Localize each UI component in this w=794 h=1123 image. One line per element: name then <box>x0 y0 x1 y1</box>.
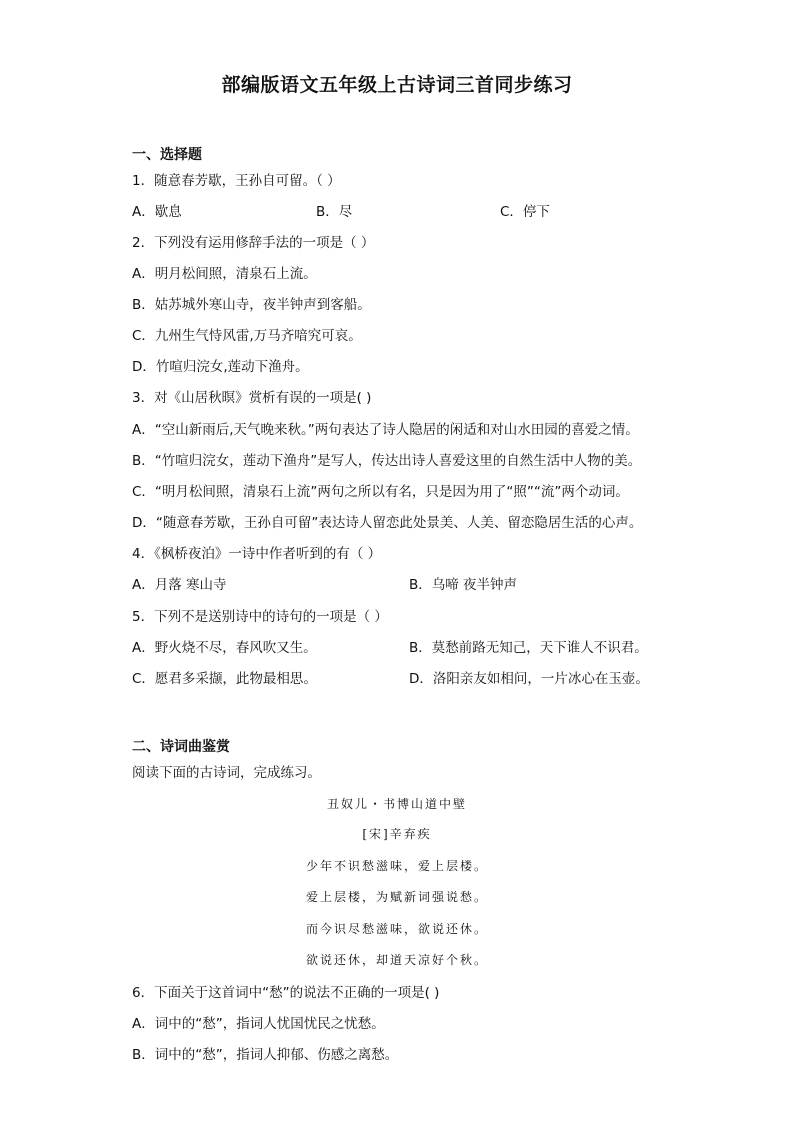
poem-title: 丑奴儿・书博山道中壁 <box>326 797 467 811</box>
question-1-stem: 1．随意春芳歇，王孙自可留。（ ） <box>132 173 341 189</box>
question-5-stem: 5．下列不是送别诗中的诗句的一项是（ ） <box>132 609 388 625</box>
question-4-option-b: B．乌啼 夜半钟声 <box>409 577 518 593</box>
poem-line-3: 而今识尽愁滋味，欲说还休。 <box>305 922 488 936</box>
poem-line-4: 欲说还休，却道天凉好个秋。 <box>305 953 488 967</box>
poem-line-2: 爱上层楼，为赋新词强说愁。 <box>305 890 488 904</box>
question-5-option-b: B．莫愁前路无知己，天下谁人不识君。 <box>409 640 648 656</box>
question-6-option-b: B．词中的“愁”，指词人抑郁、伤感之离愁。 <box>132 1047 399 1063</box>
question-3-option-d: D．“随意春芳歇，王孙自可留”表达诗人留恋此处景美、人美、留恋隐居生活的心声。 <box>132 515 643 531</box>
question-5-option-c: C．愿君多采撷，此物最相思。 <box>132 671 317 687</box>
reading-instruction: 阅读下面的古诗词，完成练习。 <box>132 765 321 781</box>
question-3-option-a: A．“空山新雨后,天气晚来秋。”两句表达了诗人隐居的闲适和对山水田园的喜爱之情。 <box>132 422 639 438</box>
question-4-option-a: A．月落 寒山寺 <box>132 577 227 593</box>
question-3-option-b: B．“竹喧归浣女，莲动下渔舟”是写人，传达出诗人喜爱这里的自然生活中人物的美。 <box>132 453 642 469</box>
question-3-option-c: C．“明月松间照，清泉石上流”两句之所以有名，只是因为用了“照”“流”两个动词。 <box>132 484 629 500</box>
question-6-option-a: A．词中的“愁”，指词人忧国忧民之忧愁。 <box>132 1016 385 1032</box>
question-2-option-c: C．九州生气恃风雷,万马齐喑究可哀。 <box>132 328 362 344</box>
section-heading-choice: 一、选择题 <box>132 147 202 163</box>
page-title: 部编版语文五年级上古诗词三首同步练习 <box>221 74 573 96</box>
question-1-option-c: C．停下 <box>500 204 550 220</box>
question-2-option-b: B．姑苏城外寒山寺，夜半钟声到客船。 <box>132 297 371 313</box>
poem-author: [宋]辛弃疾 <box>362 827 432 841</box>
question-2-option-a: A．明月松间照，清泉石上流。 <box>132 266 317 282</box>
section-heading-poetry: 二、诗词曲鉴赏 <box>132 739 230 755</box>
question-3-stem: 3．对《山居秋暝》赏析有误的一项是( ) <box>132 390 372 406</box>
poem-line-1: 少年不识愁滋味，爱上层楼。 <box>305 859 488 873</box>
question-5-option-a: A．野火烧不尽，春风吹又生。 <box>132 640 317 656</box>
question-2-option-d: D．竹喧归浣女,莲动下渔舟。 <box>132 359 309 375</box>
question-4-stem: 4．《枫桥夜泊》一诗中作者听到的有（ ） <box>132 546 382 562</box>
question-1-option-b: B．尽 <box>316 204 353 220</box>
question-5-option-d: D．洛阳亲友如相问，一片冰心在玉壶。 <box>409 671 649 687</box>
question-6-stem: 6．下面关于这首词中“愁”的说法不正确的一项是( ) <box>132 985 440 1001</box>
question-2-stem: 2．下列没有运用修辞手法的一项是（ ） <box>132 235 375 251</box>
question-1-option-a: A．歇息 <box>132 204 182 220</box>
